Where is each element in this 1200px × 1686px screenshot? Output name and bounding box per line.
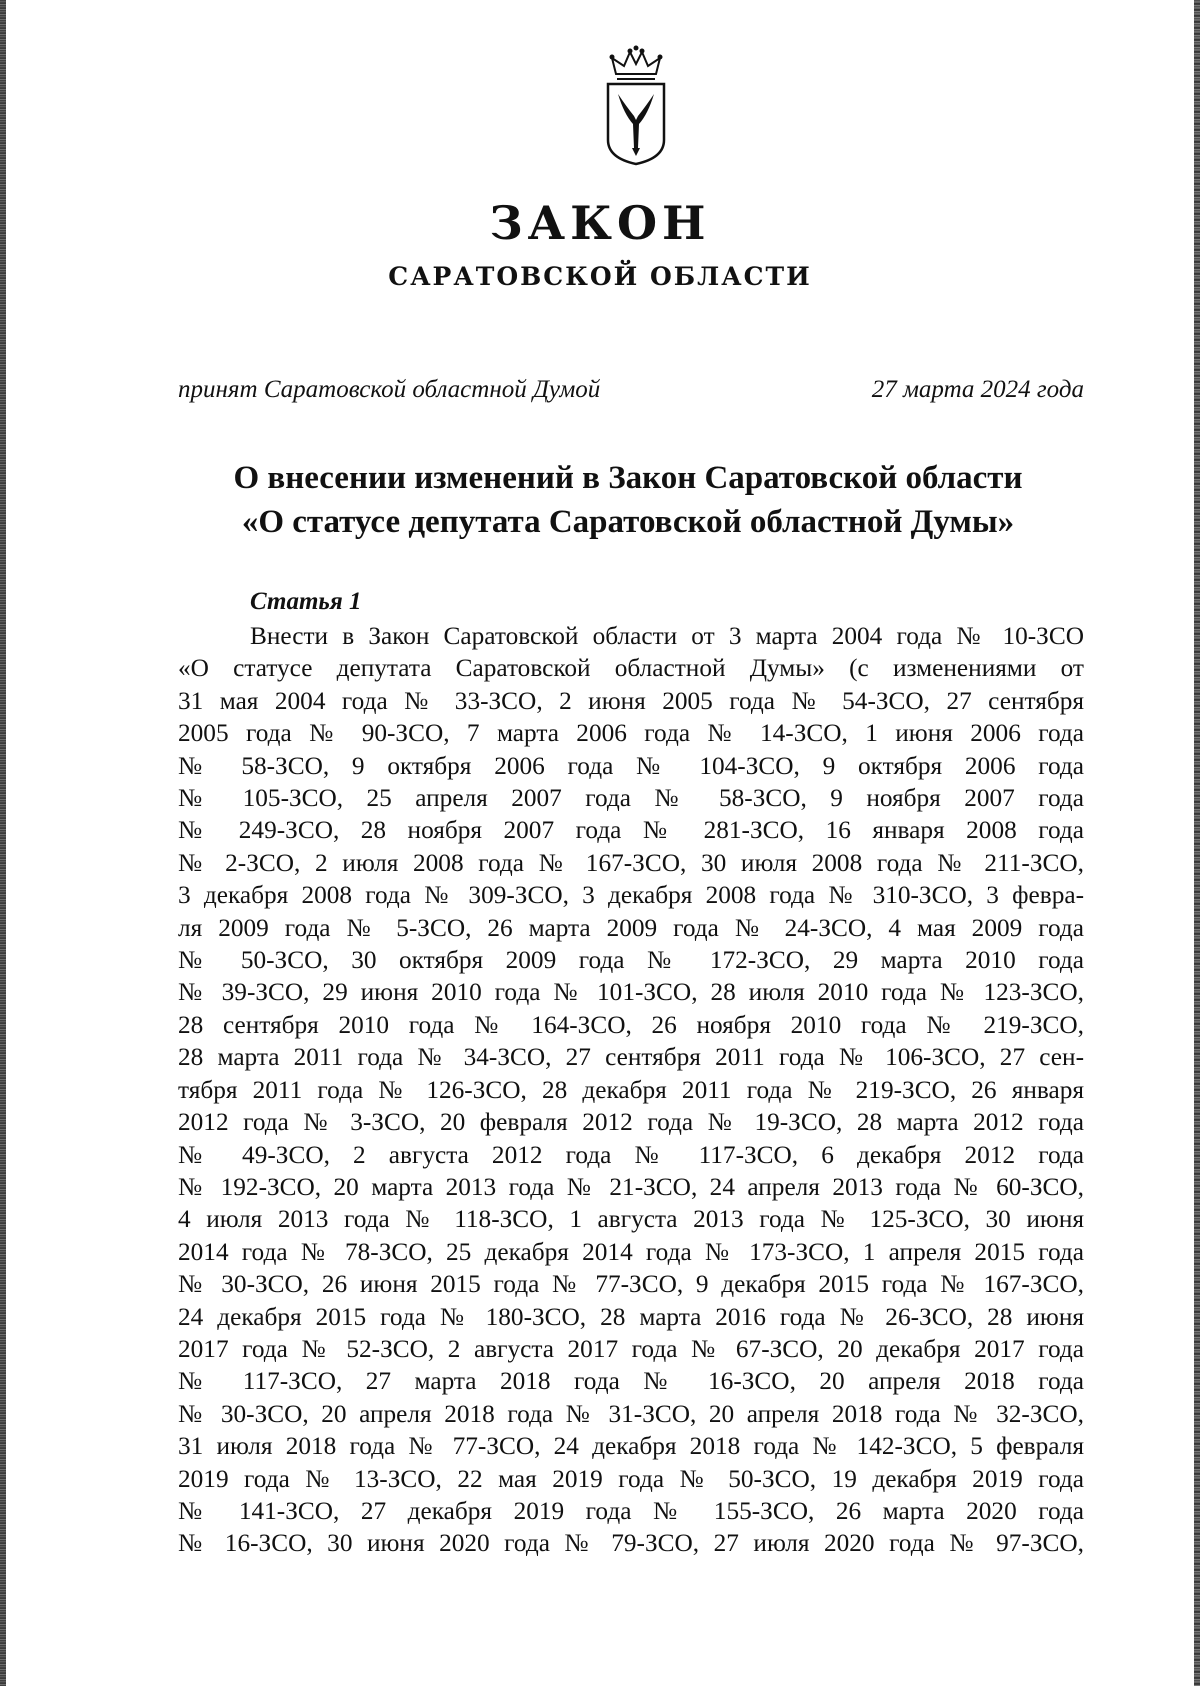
scan-edge-right [1194, 0, 1200, 1686]
article-body-line: № 141-ЗСО, 27 декабря 2019 года № 155-ЗСО, 26 марта 2020 года [178, 1496, 1084, 1525]
law-title-line: О внесении изменений в Закон Саратовской области [233, 460, 1023, 496]
article-body-line: 4 июля 2013 года № 118-ЗСО, 1 августа 2013 года № 125-ЗСО, 30 июня [178, 1205, 1084, 1234]
article-body-line: 2019 года № 13-ЗСО, 22 мая 2019 года № 50-ЗСО, 19 декабря 2019 года [178, 1464, 1084, 1493]
adopted-date: 27 марта 2024 года [871, 376, 1084, 403]
article-body-line: 2014 года № 78-ЗСО, 25 декабря 2014 года № 173-ЗСО, 1 апреля 2015 года [178, 1237, 1084, 1266]
article-body-line: 3 декабря 2008 года № 309-ЗСО, 3 декабря 2008 года № 310-ЗСО, 3 февра- [178, 881, 1084, 910]
saratov-coat-of-arms-icon [596, 44, 676, 168]
article-body-line: 24 декабря 2015 года № 180-ЗСО, 28 марта 2016 года № 26-ЗСО, 28 июня [178, 1302, 1084, 1331]
article-body-line: Внести в Закон Саратовской области от 3 марта 2004 года № 10-ЗСО [250, 622, 1084, 650]
adopted-by: принят Саратовской областной Думой [178, 376, 601, 403]
adoption-line [178, 376, 1084, 404]
law-title [100, 456, 1156, 544]
document-title: ЗАКОН [489, 196, 711, 250]
article-body-line: № 249-ЗСО, 28 ноября 2007 года № 281-ЗСО, 16 января 2008 года [178, 816, 1084, 845]
article-body-line: 2005 года № 90-ЗСО, 7 марта 2006 года № 14-ЗСО, 1 июня 2006 года [178, 719, 1084, 748]
article-body-line: 2017 года № 52-ЗСО, 2 августа 2017 года № 67-ЗСО, 20 декабря 2017 года [178, 1334, 1084, 1363]
article-heading: Статья 1 [250, 588, 362, 615]
article-body-line: тября 2011 года № 126-ЗСО, 28 декабря 2011 года № 219-ЗСО, 26 января [178, 1075, 1084, 1104]
article-body-line: № 117-ЗСО, 27 марта 2018 года № 16-ЗСО, 20 апреля 2018 года [178, 1367, 1084, 1396]
article-body-line: № 50-ЗСО, 30 октября 2009 года № 172-ЗСО, 29 марта 2010 года [178, 946, 1084, 975]
article-body-line: № 192-ЗСО, 20 марта 2013 года № 21-ЗСО, 24 апреля 2013 года № 60-ЗСО, [178, 1172, 1084, 1201]
article-body-line: № 49-ЗСО, 2 августа 2012 года № 117-ЗСО, 6 декабря 2012 года [178, 1140, 1084, 1169]
law-title-line: «О статусе депутата Саратовской областной Думы» [241, 504, 1015, 540]
scan-edge-left [0, 0, 6, 1686]
article-body-line: 31 июля 2018 года № 77-ЗСО, 24 декабря 2018 года № 142-ЗСО, 5 февраля [178, 1432, 1084, 1461]
article-body-line: № 16-ЗСО, 30 июня 2020 года № 79-ЗСО, 27 июля 2020 года № 97-ЗСО, [178, 1529, 1084, 1558]
article-body-line: 28 марта 2011 года № 34-ЗСО, 27 сентября 2011 года № 106-ЗСО, 27 сен- [178, 1043, 1084, 1072]
article-body-line: № 58-ЗСО, 9 октября 2006 года № 104-ЗСО, 9 октября 2006 года [178, 751, 1084, 780]
article-body-line: № 39-ЗСО, 29 июня 2010 года № 101-ЗСО, 28 июля 2010 года № 123-ЗСО, [178, 978, 1084, 1007]
article-body-line: № 30-ЗСО, 26 июня 2015 года № 77-ЗСО, 9 декабря 2015 года № 167-ЗСО, [178, 1270, 1084, 1299]
article-body-line: № 30-ЗСО, 20 апреля 2018 года № 31-ЗСО, 20 апреля 2018 года № 32-ЗСО, [178, 1399, 1084, 1428]
article-body-line: 28 сентября 2010 года № 164-ЗСО, 26 ноября 2010 года № 219-ЗСО, [178, 1010, 1084, 1039]
article-body-line: 31 мая 2004 года № 33-ЗСО, 2 июня 2005 года № 54-ЗСО, 27 сентября [178, 686, 1084, 715]
article-body-line: ля 2009 года № 5-ЗСО, 26 марта 2009 года № 24-ЗСО, 4 мая 2009 года [178, 913, 1084, 942]
article-body-line: № 2-ЗСО, 2 июля 2008 года № 167-ЗСО, 30 июля 2008 года № 211-ЗСО, [178, 848, 1084, 877]
article-body [178, 620, 1084, 1560]
article-body-line: 2012 года № 3-ЗСО, 20 февраля 2012 года № 19-ЗСО, 28 марта 2012 года [178, 1108, 1084, 1137]
document-subtitle: САРАТОВСКОЙ ОБЛАСТИ [388, 262, 812, 291]
article-body-line: «О статусе депутата Саратовской областной Думы» (с изменениями от [178, 654, 1084, 683]
article-body-line: № 105-ЗСО, 25 апреля 2007 года № 58-ЗСО, 9 ноября 2007 года [178, 784, 1084, 813]
